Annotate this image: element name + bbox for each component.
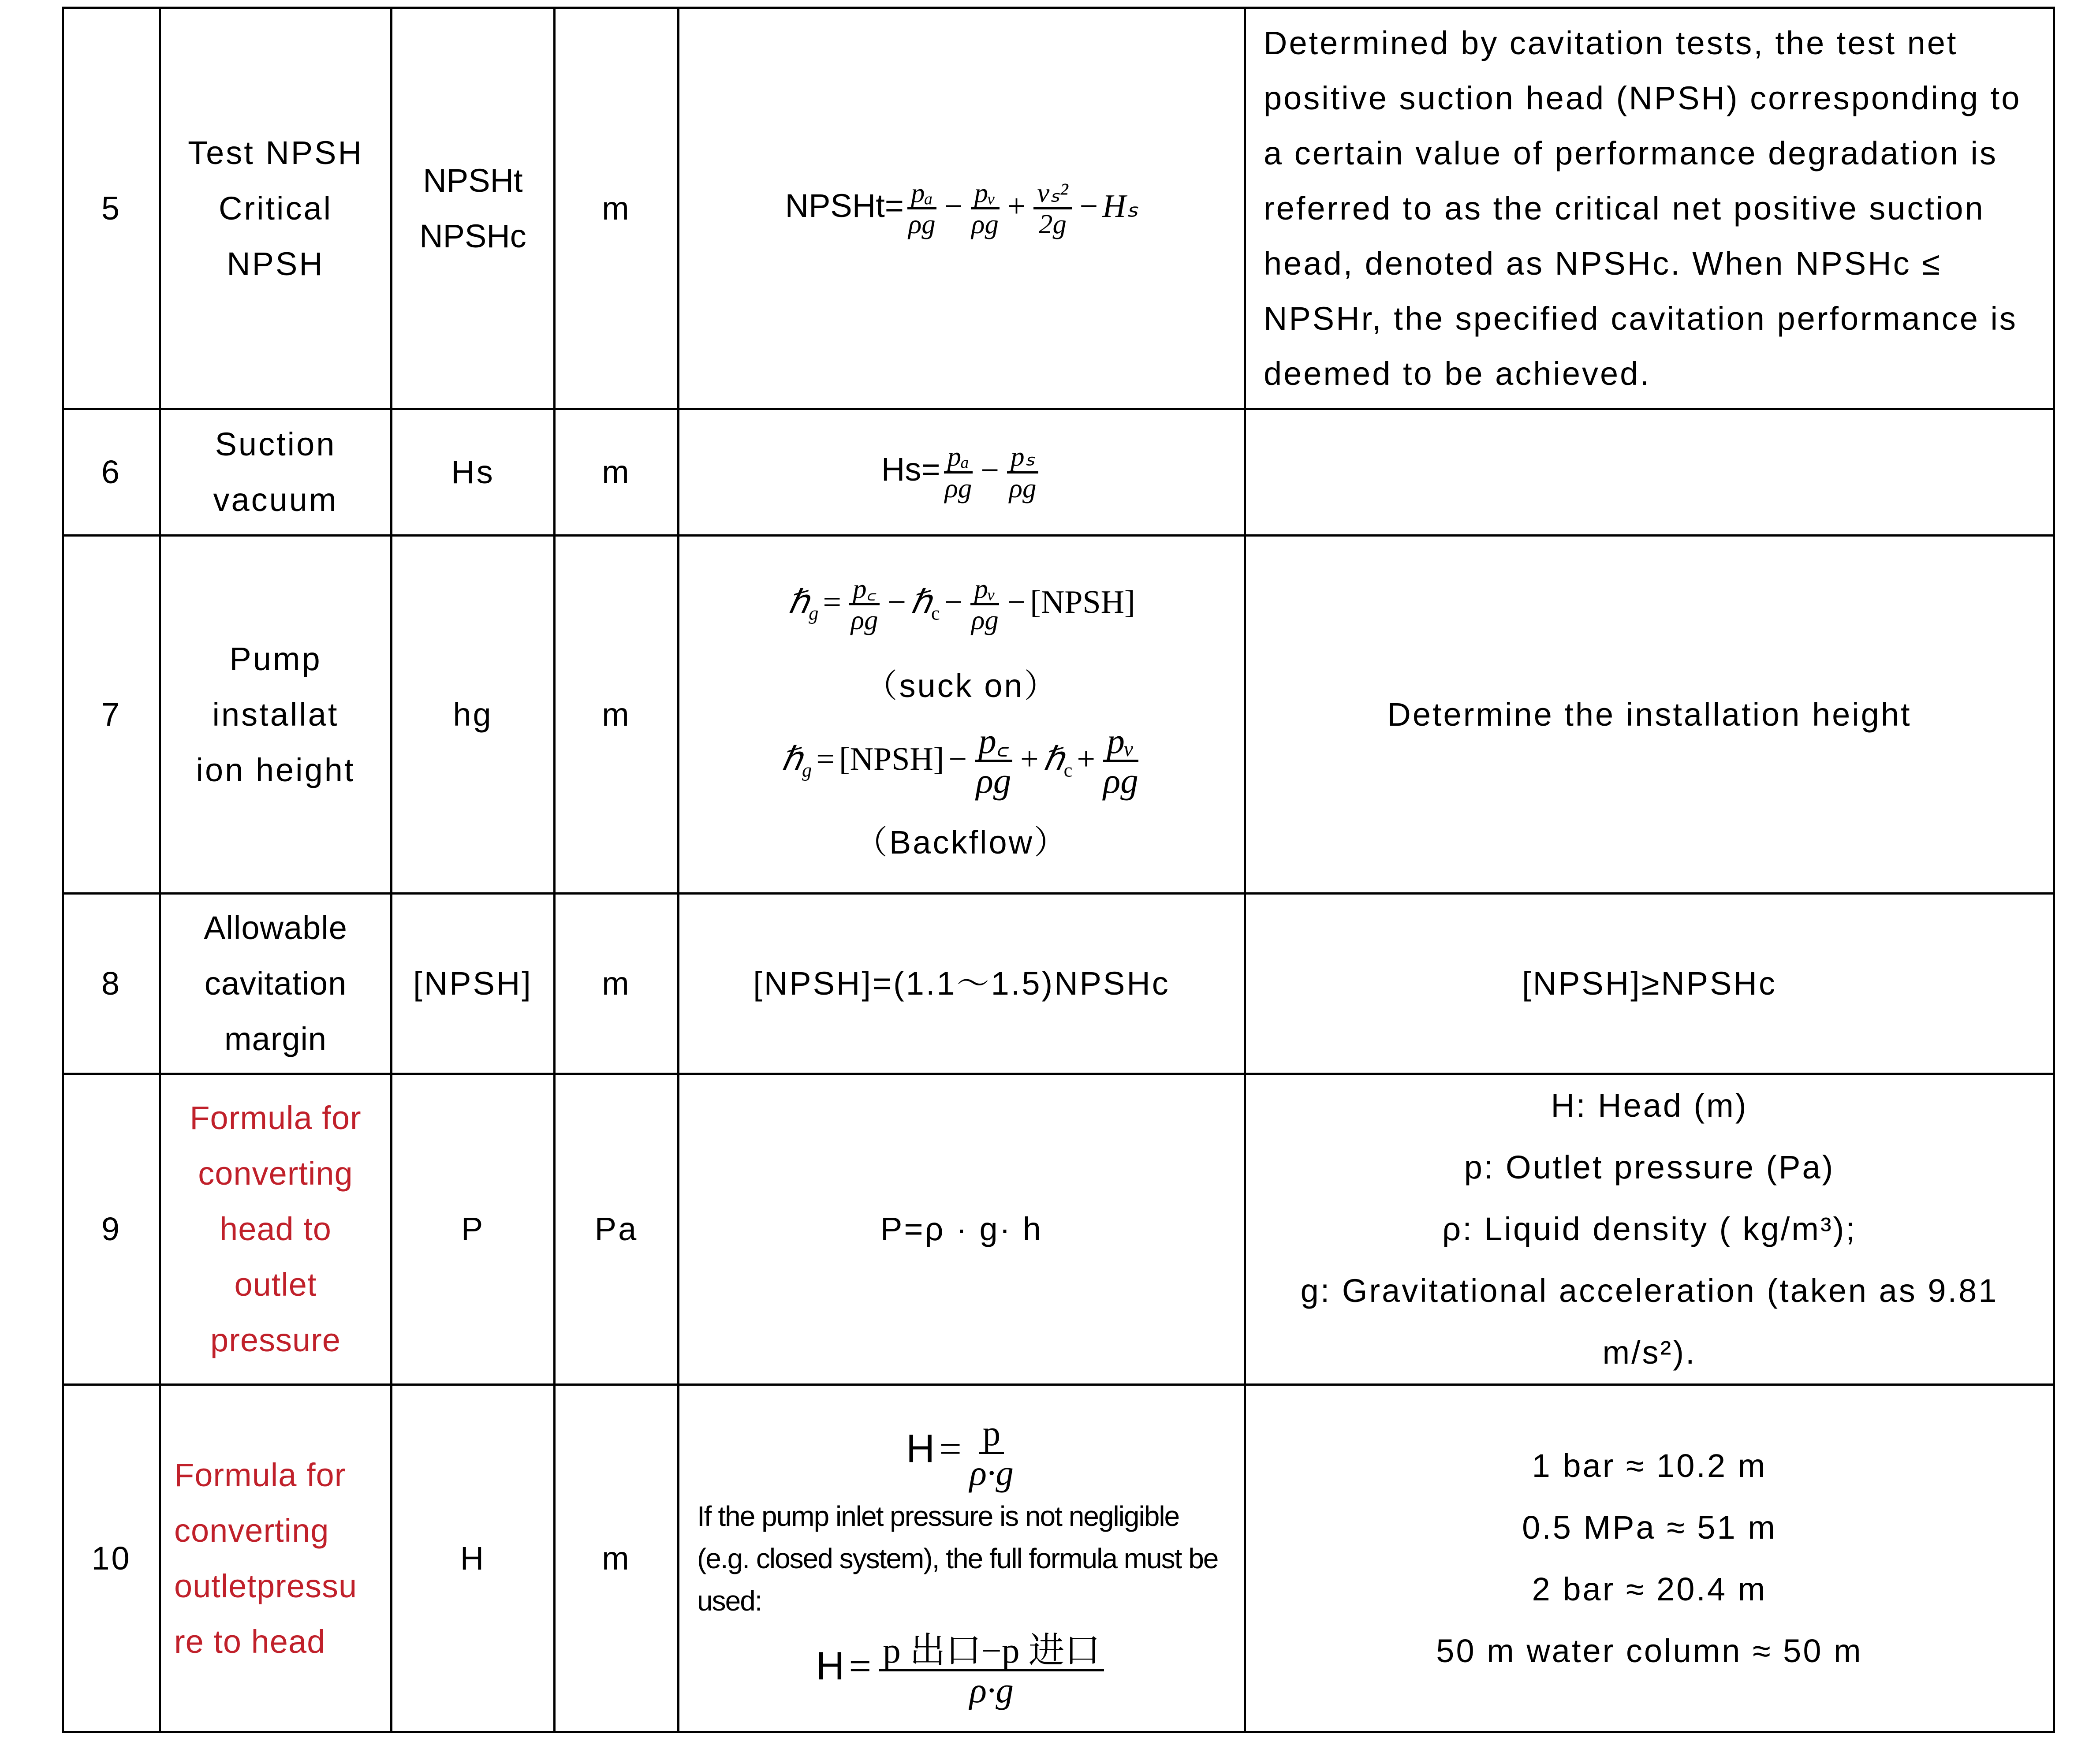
table-row <box>63 1385 2054 1732</box>
symbol: hg <box>392 536 555 894</box>
parameter-name: Test NPSH Critical NPSH <box>160 8 392 409</box>
row-number: 10 <box>63 1385 160 1732</box>
parameter-name: Suction vacuum <box>160 409 392 536</box>
formula: Hs= $\frac{\text{pₐ}}{\rho g}$ − $\frac{\text{pₛ}}{\rho g}$ <box>679 409 1245 536</box>
parameter-table <box>62 7 2055 1733</box>
row-number: 5 <box>63 8 160 409</box>
table-row <box>63 409 2054 536</box>
formula-note: If the pump inlet pressure is not negligible (e.g. closed system), the full formula must be used: <box>697 1500 1218 1617</box>
symbol: [NPSH] <box>392 894 555 1074</box>
formula-suction: ℏ$_g$ = $\frac{p꜀}{\rho g}$ − ℏ$_c$ − $\frac{\text{pᵥ}}{\rho g}$ − [NPSH] <box>788 573 1135 635</box>
symbol: NPSHt NPSHc <box>392 8 555 409</box>
parameter-name: Allowable cavitation margin <box>160 894 392 1074</box>
row-number: 9 <box>63 1074 160 1385</box>
unit: m <box>555 894 679 1074</box>
formula <box>679 536 1245 894</box>
description: Determine the installation height <box>1245 536 2054 894</box>
row-number: 7 <box>63 536 160 894</box>
row-number: 8 <box>63 894 160 1074</box>
unit: Pa <box>555 1074 679 1385</box>
row-number: 6 <box>63 409 160 536</box>
label-suck-on: （suck on） <box>865 667 1059 704</box>
table-row <box>63 536 2054 894</box>
table-row <box>63 1074 2054 1385</box>
label-backflow: （Backflow） <box>854 824 1069 861</box>
parameter-name: Pump installat ion height <box>160 536 392 894</box>
unit: m <box>555 8 679 409</box>
unit: m <box>555 1385 679 1732</box>
description: 1 bar ≈ 10.2 m 0.5 MPa ≈ 51 m 2 bar ≈ 20.4 m 50 m water column ≈ 50 m <box>1245 1385 2054 1732</box>
symbol: Hs <box>392 409 555 536</box>
description: [NPSH]≥NPSHc <box>1245 894 2054 1074</box>
formula <box>679 1385 1245 1732</box>
formula: [NPSH]=(1.1～1.5)NPSHc <box>679 894 1245 1074</box>
parameter-name: Formula for converting head to outlet pressure <box>160 1074 392 1385</box>
symbol: P <box>392 1074 555 1385</box>
formula-backflow: ℏ$_g$ = [NPSH] − $\frac{p꜀}{\rho g}$ + ℏ$_c$ + $\frac{\text{pᵥ}}{\rho g}$ <box>781 720 1138 801</box>
unit: m <box>555 536 679 894</box>
description: H: Head (m) p: Outlet pressure (Pa) ρ: Liquid density ( kg/m³); g: Gravitational acceleration (taken as 9.81 m/s²). <box>1245 1074 2054 1385</box>
formula-head: H = $\frac{p}{\rho\cdot g}$ <box>906 1413 1014 1493</box>
formula-head-full: H = $\frac{\text{p 出口−p 进口}}{\rho\cdot g}$ <box>697 1622 1226 1712</box>
symbol: H <box>392 1385 555 1732</box>
table-row <box>63 8 2054 409</box>
unit: m <box>555 409 679 536</box>
description <box>1245 409 2054 536</box>
formula: NPSHt= $\frac{\text{pₐ}}{\rho g}$ − $\frac{\text{pᵥ}}{\rho g}$ + $\frac{\text{vₛ²}}{2g}$ − Hₛ <box>679 8 1245 409</box>
formula: P=ρ · g· h <box>679 1074 1245 1385</box>
parameter-name: Formula for converting outletpressu re to head <box>160 1385 392 1732</box>
description: Determined by cavitation tests, the test net positive suction head (NPSH) corresponding to a certain value of performance degradation is referred to as the critical net positive suction head, denoted as NPSHc. When NPSHc ≤ NPSHr, the specified cavitation performance is deemed to be achieved. <box>1245 8 2054 409</box>
table-row <box>63 894 2054 1074</box>
